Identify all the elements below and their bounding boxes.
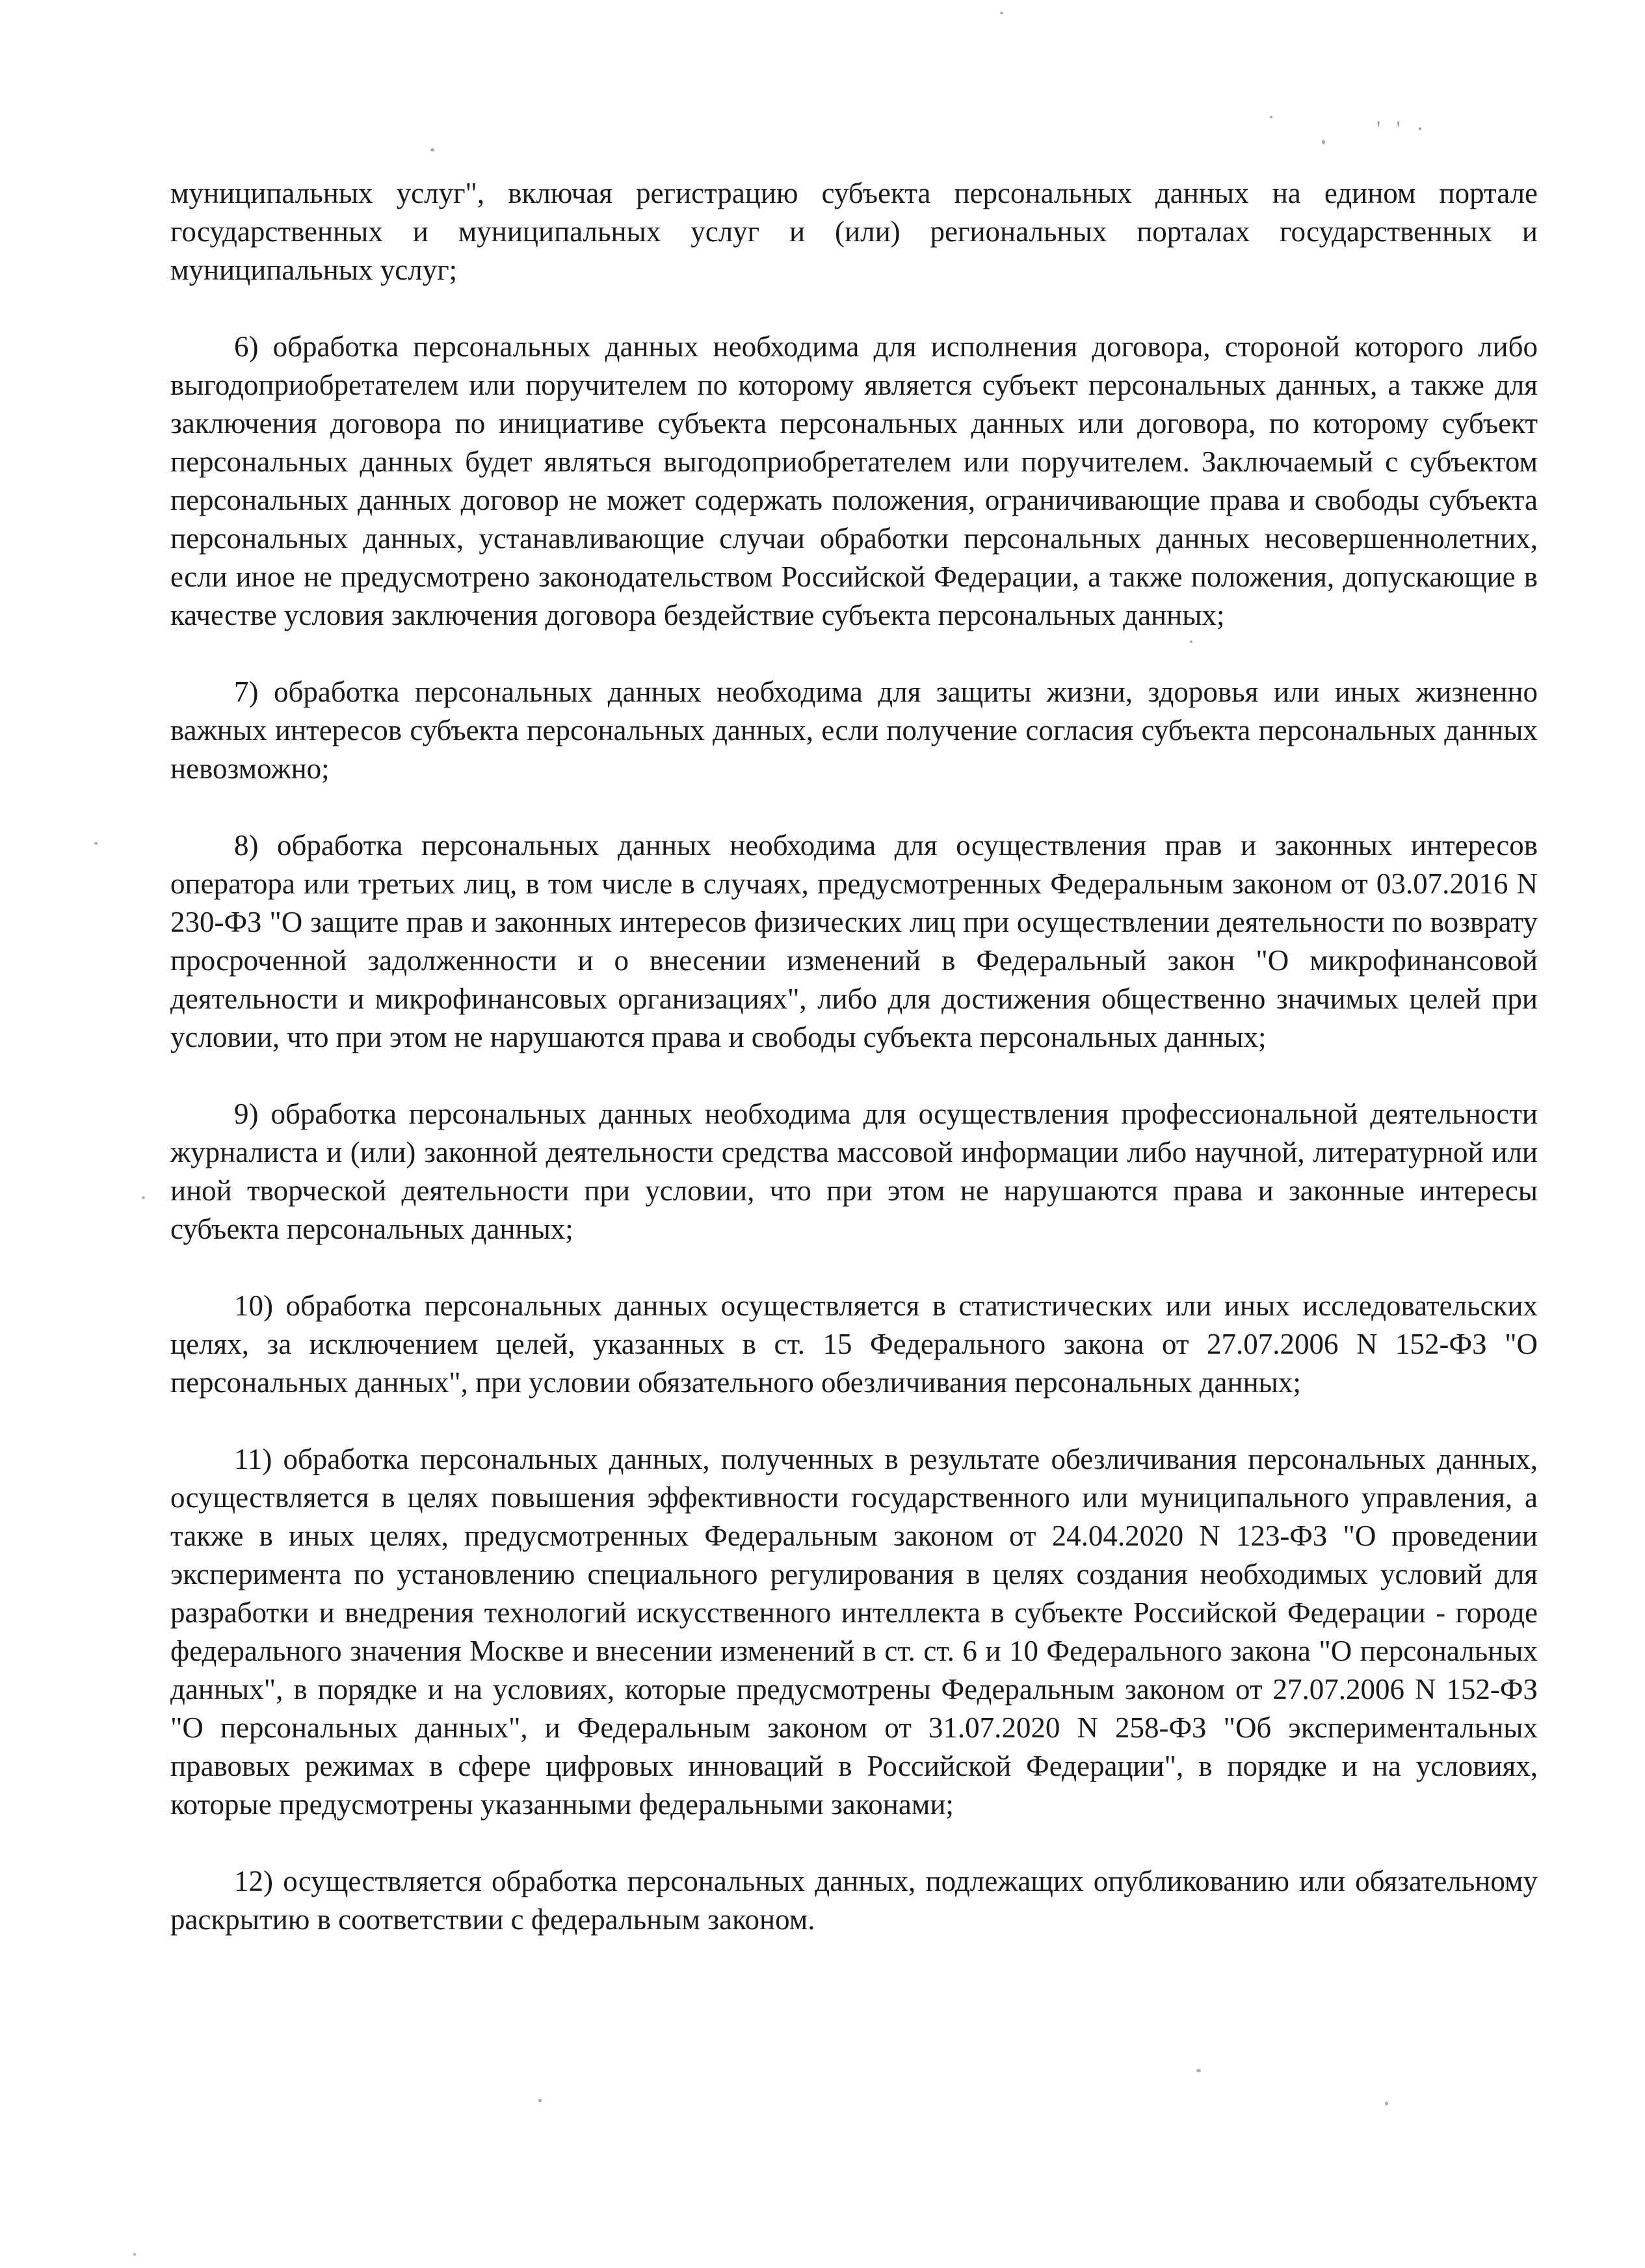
scan-speck: [1000, 12, 1003, 14]
paragraph-item-11: 11) обработка персональных данных, полученных в результате обезличивания персональных данных, осуществляется в целях повышения эффективности государственного или муниципального управления, а также в иных целях, предусмотренных Федеральным законом от 24.04.2020 N 123-ФЗ "О проведении эксперимента по установлению специального регулирования в целях создания необходимых условий для разработки и внедрения технологий искусственного интеллекта в субъекте Российской Федерации - городе федерального значения Москве и внесении изменений в ст. ст. 6 и 10 Федерального закона "О персональных данных", в порядке и на условиях, которые предусмотрены Федеральным законом от 27.07.2006 N 152-ФЗ "О персональных данных", и Федеральным законом от 31.07.2020 N 258-ФЗ "Об экспериментальных правовых режимах в сфере цифровых инноваций в Российской Федерации", в порядке и на условиях, которые предусмотрены указанными федеральными законами;: [170, 1443, 1538, 1821]
scan-specks-mark: ' ' ·: [1376, 117, 1429, 141]
paragraph-continuation: муниципальных услуг", включая регистрацию субъекта персональных данных на едином портале государственных и муниципальных услуг и (или) региональных порталах государственных и муниципальных услуг;: [170, 177, 1538, 286]
scan-speck: [142, 1196, 145, 1199]
scan-speck: [1385, 2102, 1388, 2105]
scan-speck: [430, 148, 434, 152]
scan-speck: [1270, 116, 1272, 118]
scan-speck: [1196, 2069, 1201, 2072]
paragraph-item-10: 10) обработка персональных данных осуществляется в статистических или иных исследовательских целях, за исключением целей, указанных в ст. 15 Федерального закона от 27.07.2006 N 152-ФЗ "О персональных данных", при условии обязательного обезличивания персональных данных;: [170, 1289, 1538, 1399]
scan-speck: [538, 2099, 542, 2102]
paragraph-item-8: 8) обработка персональных данных необходима для осуществления прав и законных интересов оператора или третьих лиц, в том числе в случаях, предусмотренных Федеральным законом от 03.07.2016 N 230-ФЗ "О защите прав и законных интересов физических лиц при осуществлении деятельности по возврату просроченной задолженности и о внесении изменений в Федеральный закон "О микрофинансовой деятельности и микрофинансовых организациях", либо для достижения общественно значимых целей при условии, что при этом не нарушаются права и свободы субъекта персональных данных;: [170, 829, 1538, 1053]
paragraph-item-12: 12) осуществляется обработка персональных данных, подлежащих опубликованию или обязательному раскрытию в соответствии с федеральным законом.: [170, 1865, 1538, 1936]
scan-speck: [1322, 140, 1325, 144]
scan-speck: [133, 2253, 136, 2256]
paragraph-item-6: 6) обработка персональных данных необходима для исполнения договора, стороной которого либо выгодоприобретателем или поручителем по которому является субъект персональных данных, а также для заключения договора по инициативе субъекта персональных данных или договора, по которому субъект персональных данных будет являться выгодоприобретателем или поручителем. Заключаемый с субъектом персональных данных договор не может содержать положения, ограничивающие права и свободы субъекта персональных данных, устанавливающие случаи обработки персональных данных несовершеннолетних, если иное не предусмотрено законодательством Российской Федерации, а также положения, допускающие в качестве условия заключения договора бездействие субъекта персональных данных;: [170, 330, 1538, 631]
paragraph-item-9: 9) обработка персональных данных необходима для осуществления профессиональной деятельности журналиста и (или) законной деятельности средства массовой информации либо научной, литературной или иной творческой деятельности при условии, что при этом не нарушаются права и законные интересы субъекта персональных данных;: [170, 1098, 1538, 1245]
document-body: [170, 174, 1538, 1977]
scan-speck: [94, 842, 98, 845]
paragraph-item-7: 7) обработка персональных данных необходима для защиты жизни, здоровья или иных жизненно важных интересов субъекта персональных данных, если получение согласия субъекта персональных данных невозможно;: [170, 676, 1538, 785]
